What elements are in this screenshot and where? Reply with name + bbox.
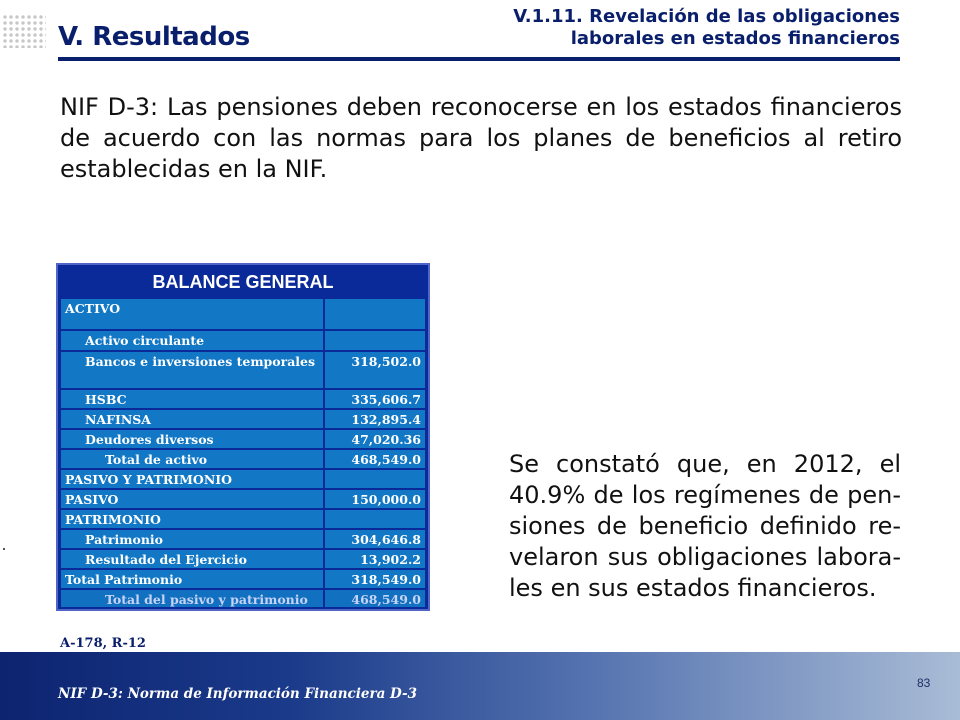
row-label: NAFINSA: [85, 412, 151, 427]
table-row: [61, 408, 425, 428]
page-number: 83: [917, 676, 931, 690]
table-row: [61, 548, 425, 568]
intro-paragraph: NIF D-3: Las pensiones deben reconocerse en los estados financieros de acuerdo con las normas para los planes de beneficios al retiro establecidas en la NIF.: [60, 93, 902, 183]
table-row: [61, 448, 425, 468]
row-value: 468,549.0: [323, 590, 425, 607]
row-value: 335,606.7: [323, 390, 425, 408]
decorative-dot-grid: [2, 14, 46, 48]
table-row: [61, 388, 425, 408]
table-row: [61, 329, 425, 350]
subtitle-line-1: V.1.11. Revelación de las obligaciones: [513, 6, 900, 27]
decorative-dot: [3, 548, 5, 550]
row-value: 13,902.2: [323, 550, 425, 568]
row-label: HSBC: [85, 392, 127, 407]
row-value: [323, 299, 425, 329]
table-row: [61, 488, 425, 508]
row-value: [323, 331, 425, 350]
source-reference: A-178, R-12: [60, 636, 146, 651]
row-label: Bancos e inversiones temporales: [85, 354, 316, 369]
row-label: PASIVO Y PATRIMONIO: [65, 472, 232, 487]
table-row: [61, 528, 425, 548]
row-value: 304,646.8: [323, 530, 425, 548]
balance-sheet-body: [61, 297, 425, 607]
row-label: PASIVO: [65, 492, 119, 507]
row-value: 318,549.0: [323, 570, 425, 588]
row-value: 132,895.4: [323, 410, 425, 428]
section-title: V. Resultados: [58, 22, 250, 52]
row-label: Resultado del Ejercicio: [85, 552, 247, 567]
table-row: [61, 468, 425, 488]
balance-sheet-title: BALANCE GENERAL: [152, 272, 334, 292]
row-value: 150,000.0: [323, 490, 425, 508]
table-row: [61, 428, 425, 448]
row-value: [323, 510, 425, 528]
balance-sheet-table: [56, 263, 430, 611]
row-label: Total del pasivo y patrimonio: [105, 592, 308, 607]
row-label: Activo circulante: [85, 333, 205, 348]
table-row: [61, 350, 425, 388]
row-label: Deudores diversos: [85, 432, 214, 447]
row-value: 468,549.0: [323, 450, 425, 468]
row-label: Total de activo: [105, 452, 208, 467]
row-value: 47,020.36: [323, 430, 425, 448]
row-label: PATRIMONIO: [65, 512, 161, 527]
slide-subtitle: [513, 6, 900, 50]
table-row: [61, 297, 425, 329]
row-label: ACTIVO: [65, 301, 121, 316]
table-row: [61, 588, 425, 607]
row-label: Patrimonio: [85, 532, 164, 547]
row-label: Total Patrimonio: [65, 572, 183, 587]
footer-caption: NIF D-3: Norma de Información Financiera D-3: [58, 686, 417, 702]
header-divider: [58, 57, 900, 61]
table-row: [61, 568, 425, 588]
table-row: [61, 508, 425, 528]
finding-paragraph: Se constató que, en 2012, el 40.9% de los regímenes de pen- siones de beneficio definido re- velaron sus obligaciones labora- les en sus estados financieros.: [509, 450, 901, 602]
row-value: 318,502.0: [323, 352, 425, 388]
row-value: [323, 470, 425, 488]
subtitle-line-2: laborales en estados financieros: [570, 28, 900, 49]
